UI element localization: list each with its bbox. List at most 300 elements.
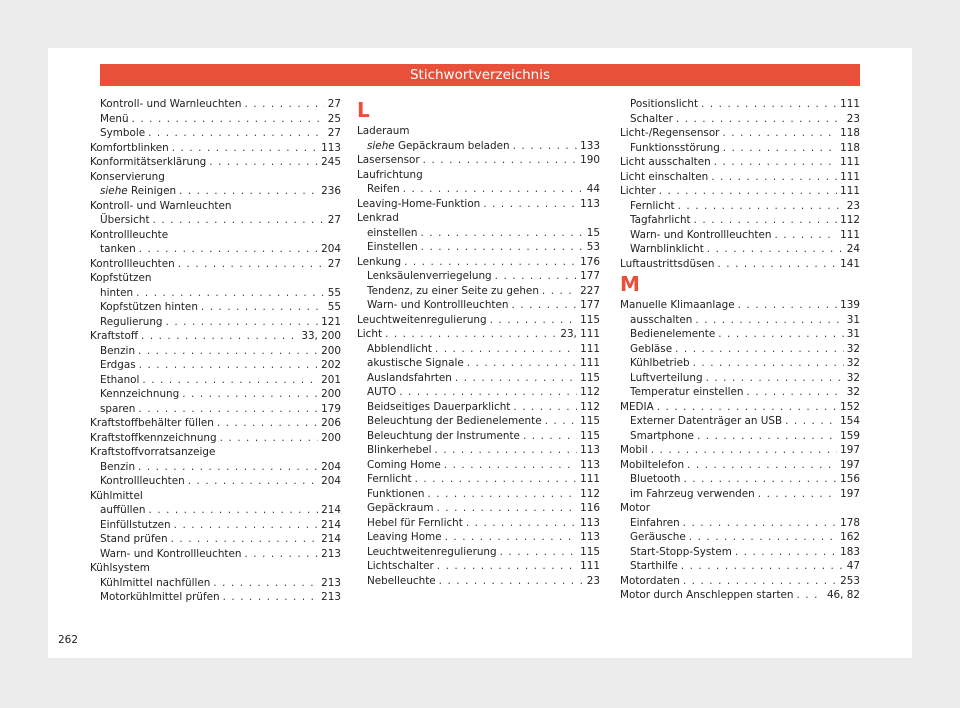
index-entry xyxy=(90,431,341,446)
dot-leader xyxy=(735,545,837,560)
dot-leader xyxy=(439,574,584,589)
entry-term: Manuelle Klimaanlage xyxy=(620,299,735,311)
entry-term: Beleuchtung der Instrumente xyxy=(367,429,520,442)
page-reference[interactable]: 115 xyxy=(580,429,600,442)
dot-leader xyxy=(244,97,324,112)
entry-term: Motorkühlmittel prüfen xyxy=(100,591,220,603)
index-subentry xyxy=(90,518,341,533)
entry-term: Kontroll- und Warnleuchten xyxy=(90,199,232,212)
dot-leader xyxy=(758,487,837,502)
dot-leader xyxy=(707,242,844,257)
index-entry xyxy=(357,124,600,139)
page-reference[interactable]: 44 xyxy=(586,183,600,195)
index-entry xyxy=(90,445,341,460)
dot-leader xyxy=(182,387,318,402)
page-reference[interactable]: 53 xyxy=(586,241,600,253)
page-reference[interactable]: 32 xyxy=(846,386,860,398)
dot-leader xyxy=(427,487,577,502)
page-reference[interactable]: 111 xyxy=(580,473,600,485)
dot-leader xyxy=(746,385,843,400)
entry-term: Licht einschalten xyxy=(620,170,709,183)
page-reference[interactable]: 115 xyxy=(580,545,600,558)
index-subentry xyxy=(90,286,341,301)
index-entry xyxy=(90,416,341,431)
page-reference[interactable]: 200 xyxy=(321,344,341,357)
entry-term: Kontrollleuchten xyxy=(90,257,175,270)
entry-term: Bluetooth xyxy=(630,473,681,485)
dot-leader xyxy=(467,356,577,371)
page-reference[interactable]: 25 xyxy=(327,112,341,125)
index-subentry xyxy=(357,545,600,560)
index-subentry xyxy=(90,242,341,257)
index-entry xyxy=(620,458,860,473)
dot-leader xyxy=(244,547,318,562)
entry-term: Mobiltelefon xyxy=(620,458,685,471)
page-reference[interactable]: 206 xyxy=(321,417,341,429)
entry-term: akustische Signale xyxy=(367,357,464,369)
dot-leader xyxy=(657,400,837,415)
dot-leader xyxy=(148,503,318,518)
dot-leader xyxy=(434,443,577,458)
index-entry xyxy=(90,170,341,185)
entry-term: Leuchtweitenregulierung xyxy=(367,545,497,558)
dot-leader xyxy=(511,298,577,313)
page-reference[interactable]: 177 xyxy=(580,299,600,311)
page-reference[interactable]: 141 xyxy=(840,257,860,270)
page-reference[interactable]: 111 xyxy=(840,170,860,183)
dot-leader xyxy=(421,226,584,241)
entry-term: Leaving-Home-Funktion xyxy=(357,197,481,210)
page-reference[interactable]: 156 xyxy=(840,473,860,485)
page-reference[interactable]: 213 xyxy=(321,591,341,603)
page-reference[interactable]: 178 xyxy=(840,516,860,529)
dot-leader xyxy=(466,516,577,531)
dot-leader xyxy=(399,385,577,400)
page-reference[interactable]: 27 xyxy=(327,214,341,226)
page-reference[interactable]: 112 xyxy=(580,487,600,500)
page-reference[interactable]: 183 xyxy=(840,545,860,558)
page-reference[interactable]: 47 xyxy=(846,560,860,572)
index-subentry xyxy=(90,97,341,112)
index-entry xyxy=(620,298,860,313)
index-subentry xyxy=(90,460,341,475)
entry-term: Kopfstützen hinten xyxy=(100,301,198,313)
page-reference[interactable]: 113 xyxy=(321,141,341,154)
index-subentry xyxy=(90,547,341,562)
dot-leader xyxy=(774,228,837,243)
dot-leader xyxy=(213,576,318,591)
dot-leader xyxy=(495,269,577,284)
entry-term: Konformitätserklärung xyxy=(90,156,207,168)
entry-term: Licht ausschalten xyxy=(620,156,711,168)
entry-term: Erdgas xyxy=(100,359,136,371)
entry-term: Konservierung xyxy=(90,170,165,183)
dot-leader xyxy=(172,141,318,156)
page-reference[interactable]: 204 xyxy=(321,475,341,487)
dot-leader xyxy=(132,112,325,127)
dot-leader xyxy=(681,559,844,574)
entry-term: Kraftstoffkennzeichnung xyxy=(90,431,217,444)
index-subentry xyxy=(90,112,341,127)
page-reference[interactable]: 111 xyxy=(840,156,860,168)
page-reference[interactable]: 23 xyxy=(846,112,860,125)
index-entry xyxy=(357,211,600,226)
page-reference[interactable]: 23 xyxy=(586,574,600,587)
page-reference[interactable]: 159 xyxy=(840,429,860,442)
entry-term: Funktionsstörung xyxy=(630,141,720,154)
page-reference[interactable]: 245 xyxy=(321,156,341,168)
page-reference[interactable]: 154 xyxy=(840,415,860,427)
index-entry xyxy=(620,257,860,272)
page-reference[interactable]: 227 xyxy=(580,284,600,297)
index-entry xyxy=(620,443,860,458)
entry-term: Warn- und Kontrollleuchten xyxy=(630,228,772,241)
page-reference[interactable]: 177 xyxy=(580,270,600,282)
index-subentry xyxy=(90,315,341,330)
index-subentry xyxy=(620,356,860,371)
page-reference[interactable]: 115 xyxy=(580,313,600,326)
entry-term: sparen xyxy=(100,402,136,415)
index-subentry xyxy=(357,284,600,299)
dot-leader xyxy=(141,329,298,344)
entry-term: Kühlbetrieb xyxy=(630,357,690,369)
page-reference[interactable]: 197 xyxy=(840,487,860,500)
dot-leader xyxy=(201,300,325,315)
entry-term: Benzin xyxy=(100,344,136,357)
entry-term: Laderaum xyxy=(357,125,410,137)
entry-term: Fernlicht xyxy=(630,199,675,212)
entry-term: Geräusche xyxy=(630,531,686,543)
index-subentry xyxy=(90,358,341,373)
dot-leader xyxy=(722,126,837,141)
index-subentry xyxy=(357,356,600,371)
dot-leader xyxy=(138,344,318,359)
dot-leader xyxy=(694,213,838,228)
dot-leader xyxy=(174,518,319,533)
entry-term: Blinkerhebel xyxy=(367,444,432,456)
index-subentry xyxy=(620,385,860,400)
entry-term: Start-Stopp-System xyxy=(630,545,732,558)
page-reference[interactable]: 118 xyxy=(840,141,860,154)
index-entry xyxy=(90,561,341,576)
dot-leader xyxy=(723,141,837,156)
dot-leader xyxy=(455,371,577,386)
index-subentry xyxy=(90,373,341,388)
index-entry xyxy=(357,313,600,328)
index-subentry xyxy=(90,503,341,518)
page-reference[interactable]: 46, 82 xyxy=(826,589,860,601)
index-entry xyxy=(357,153,600,168)
entry-term: Motor durch Anschleppen starten xyxy=(620,589,794,601)
page-reference[interactable]: 152 xyxy=(840,400,860,413)
dot-leader xyxy=(675,342,844,357)
page-reference[interactable]: 115 xyxy=(580,415,600,427)
index-subentry xyxy=(357,371,600,386)
page-reference[interactable]: 200 xyxy=(321,388,341,400)
entry-term: Motor xyxy=(620,502,651,514)
dot-leader xyxy=(403,182,584,197)
index-entry xyxy=(90,155,341,170)
index-entry xyxy=(620,155,860,170)
entry-term: Leaving Home xyxy=(367,531,442,543)
entry-term: Symbole xyxy=(100,127,146,139)
index-subentry xyxy=(90,590,341,605)
page-reference[interactable]: 113 xyxy=(580,531,600,543)
index-subentry xyxy=(620,342,860,357)
index-entry xyxy=(90,228,341,243)
page-reference[interactable]: 201 xyxy=(321,373,341,386)
entry-term: Laufrichtung xyxy=(357,168,423,181)
page-reference[interactable]: 112 xyxy=(580,400,600,413)
entry-term: Komfortblinken xyxy=(90,141,169,154)
page-reference[interactable]: 111 xyxy=(580,560,600,572)
entry-term: einstellen xyxy=(367,226,418,239)
entry-term: Abblendlicht xyxy=(367,342,432,355)
index-subentry xyxy=(620,559,860,574)
index-entry xyxy=(90,329,341,344)
entry-term: Bedienelemente xyxy=(630,328,716,340)
index-entry xyxy=(357,197,600,212)
index-subentry xyxy=(357,298,600,313)
entry-term: Lenksäulenverriegelung xyxy=(367,270,492,282)
index-subentry xyxy=(620,313,860,328)
page-reference[interactable]: 31 xyxy=(846,328,860,340)
entry-term: Smartphone xyxy=(630,429,694,442)
entry-term: siehe Gepäckraum beladen xyxy=(367,139,510,152)
index-column-2 xyxy=(357,97,600,588)
entry-term: Menü xyxy=(100,112,129,125)
page-reference[interactable]: 32 xyxy=(846,371,860,384)
dot-leader xyxy=(483,197,577,212)
dot-leader xyxy=(697,429,837,444)
index-subentry xyxy=(90,126,341,141)
entry-term: ausschalten xyxy=(630,313,693,326)
entry-term: Funktionen xyxy=(367,487,425,500)
entry-term: Licht-/Regensensor xyxy=(620,127,720,139)
page-reference[interactable]: 112 xyxy=(580,386,600,398)
page-reference[interactable]: 32 xyxy=(846,357,860,369)
index-entry xyxy=(620,574,860,589)
entry-term: Lenkrad xyxy=(357,212,399,224)
section-letter: M xyxy=(620,272,640,296)
index-entry xyxy=(620,184,860,199)
dot-leader xyxy=(706,371,844,386)
entry-term: siehe Reinigen xyxy=(100,185,177,197)
page-reference[interactable]: 32 xyxy=(846,342,860,355)
entry-term: Warn- und Kontrollleuchten xyxy=(367,299,509,311)
index-subentry xyxy=(357,516,600,531)
entry-term: Tagfahrlicht xyxy=(630,214,691,226)
page-reference[interactable]: 214 xyxy=(321,533,341,545)
dot-leader xyxy=(217,416,318,431)
page-reference[interactable]: 162 xyxy=(840,531,860,543)
dot-leader xyxy=(437,559,577,574)
entry-term: Positionslicht xyxy=(630,98,699,110)
page-reference[interactable]: 23 xyxy=(846,199,860,212)
page-reference[interactable]: 112 xyxy=(840,214,860,226)
see-reference: siehe xyxy=(367,139,398,152)
page-reference[interactable]: 214 xyxy=(321,518,341,531)
entry-term: Kopfstützen xyxy=(90,272,152,284)
page-reference[interactable]: 213 xyxy=(321,547,341,560)
index-subentry xyxy=(90,344,341,359)
index-subentry xyxy=(90,532,341,547)
index-subentry xyxy=(357,559,600,574)
entry-term: Stand prüfen xyxy=(100,533,168,545)
index-subentry xyxy=(357,472,600,487)
dot-leader xyxy=(166,315,319,330)
entry-term: Warn- und Kontrollleuchten xyxy=(100,547,242,560)
index-subentry xyxy=(357,182,600,197)
dot-leader xyxy=(711,170,837,185)
page-reference[interactable]: 115 xyxy=(580,371,600,384)
dot-leader xyxy=(513,139,578,154)
page-reference[interactable]: 190 xyxy=(580,154,600,166)
page-reference[interactable]: 204 xyxy=(321,243,341,255)
page-reference[interactable]: 55 xyxy=(327,286,341,299)
dot-leader xyxy=(714,155,837,170)
entry-term: Übersicht xyxy=(100,214,150,226)
dot-leader xyxy=(659,184,837,199)
dot-leader xyxy=(717,257,837,272)
page-reference[interactable]: 111 xyxy=(840,98,860,110)
dot-leader xyxy=(436,501,577,516)
dot-leader xyxy=(738,298,838,313)
index-subentry xyxy=(357,530,600,545)
dot-leader xyxy=(148,126,325,141)
index-subentry xyxy=(357,385,600,400)
index-entry xyxy=(357,255,600,270)
entry-term: Warnblinklicht xyxy=(630,243,704,255)
entry-term: Beleuchtung der Bedienelemente xyxy=(367,415,542,427)
entry-term: Kühlsystem xyxy=(90,562,150,574)
entry-term: Kraftstoffbehälter füllen xyxy=(90,417,214,429)
dot-leader xyxy=(683,472,837,487)
page-reference[interactable]: 133 xyxy=(580,139,600,152)
page-reference[interactable]: 214 xyxy=(321,504,341,516)
dot-leader xyxy=(523,429,577,444)
page-reference[interactable]: 204 xyxy=(321,460,341,473)
index-subentry xyxy=(90,576,341,591)
page-reference[interactable]: 15 xyxy=(586,226,600,239)
index-subentry xyxy=(357,574,600,589)
dot-leader xyxy=(209,155,318,170)
index-subentry xyxy=(620,530,860,545)
dot-leader xyxy=(223,590,319,605)
page-reference[interactable]: 202 xyxy=(321,359,341,371)
page-reference[interactable]: 200 xyxy=(321,431,341,444)
dot-leader xyxy=(404,255,577,270)
index-subentry xyxy=(357,414,600,429)
entry-term: Kraftstoffvorratsanzeige xyxy=(90,446,216,458)
page-reference[interactable]: 113 xyxy=(580,197,600,210)
index-subentry xyxy=(357,226,600,241)
page-reference[interactable]: 113 xyxy=(580,458,600,471)
page-reference[interactable]: 118 xyxy=(840,127,860,139)
page-reference[interactable]: 27 xyxy=(327,127,341,139)
index-subentry xyxy=(357,443,600,458)
index-subentry xyxy=(90,474,341,489)
index-subentry xyxy=(357,342,600,357)
index-entry xyxy=(620,400,860,415)
page-reference[interactable]: 113 xyxy=(580,444,600,456)
index-subentry xyxy=(620,472,860,487)
entry-term: Leuchtweitenregulierung xyxy=(357,313,487,326)
entry-term: Lichter xyxy=(620,185,656,197)
index-subentry xyxy=(357,458,600,473)
page-reference[interactable]: 111 xyxy=(580,342,600,355)
entry-term: Licht xyxy=(357,328,383,340)
dot-leader xyxy=(171,532,319,547)
index-entry xyxy=(620,501,860,516)
page-reference[interactable]: 236 xyxy=(321,185,341,197)
see-reference: siehe xyxy=(100,185,131,197)
dot-leader xyxy=(490,313,578,328)
page-reference[interactable]: 253 xyxy=(840,574,860,587)
page-reference[interactable]: 111 xyxy=(580,357,600,369)
page-reference[interactable]: 23, 111 xyxy=(560,328,600,340)
page-reference[interactable]: 197 xyxy=(840,444,860,456)
index-subentry xyxy=(90,213,341,228)
page-reference[interactable]: 116 xyxy=(580,502,600,514)
entry-term: Coming Home xyxy=(367,458,441,471)
index-subentry xyxy=(90,184,341,199)
index-subentry xyxy=(357,269,600,284)
index-entry xyxy=(620,126,860,141)
entry-term: hinten xyxy=(100,286,134,299)
dot-leader xyxy=(142,373,318,388)
entry-term: Kühlmittel xyxy=(90,489,143,502)
page-reference[interactable]: 33, 200 xyxy=(301,330,341,342)
page-reference[interactable]: 213 xyxy=(321,576,341,589)
index-subentry xyxy=(620,487,860,502)
dot-leader xyxy=(651,443,837,458)
page-reference[interactable]: 139 xyxy=(840,299,860,311)
page-reference[interactable]: 197 xyxy=(840,458,860,471)
index-subentry xyxy=(620,199,860,214)
page-reference[interactable]: 27 xyxy=(327,98,341,110)
dot-leader xyxy=(220,431,319,446)
index-subentry xyxy=(620,414,860,429)
index-subentry xyxy=(620,112,860,127)
page-reference[interactable]: 31 xyxy=(846,313,860,326)
page-reference[interactable]: 111 xyxy=(840,228,860,241)
dot-leader xyxy=(695,313,843,328)
entry-term: Einstellen xyxy=(367,241,418,253)
index-subentry xyxy=(357,139,600,154)
index-subentry xyxy=(620,516,860,531)
page-reference[interactable]: 179 xyxy=(321,402,341,415)
page-reference[interactable]: 176 xyxy=(580,255,600,268)
dot-leader xyxy=(188,474,318,489)
page-reference[interactable]: 111 xyxy=(840,185,860,197)
index-subentry xyxy=(357,501,600,516)
dot-leader xyxy=(139,358,319,373)
index-subentry xyxy=(620,242,860,257)
entry-term: Ethanol xyxy=(100,373,140,386)
section-header: Stichwortverzeichnis xyxy=(100,64,860,86)
entry-term: Starthilfe xyxy=(630,560,678,572)
entry-term: Regulierung xyxy=(100,315,163,328)
page-reference[interactable]: 24 xyxy=(846,243,860,255)
page-reference[interactable]: 27 xyxy=(327,257,341,270)
index-subentry xyxy=(620,141,860,156)
page-reference[interactable]: 55 xyxy=(327,301,341,313)
page-reference[interactable]: 113 xyxy=(580,516,600,529)
entry-term: Nebelleuchte xyxy=(367,574,436,587)
index-subentry xyxy=(357,240,600,255)
page-reference[interactable]: 121 xyxy=(321,315,341,328)
